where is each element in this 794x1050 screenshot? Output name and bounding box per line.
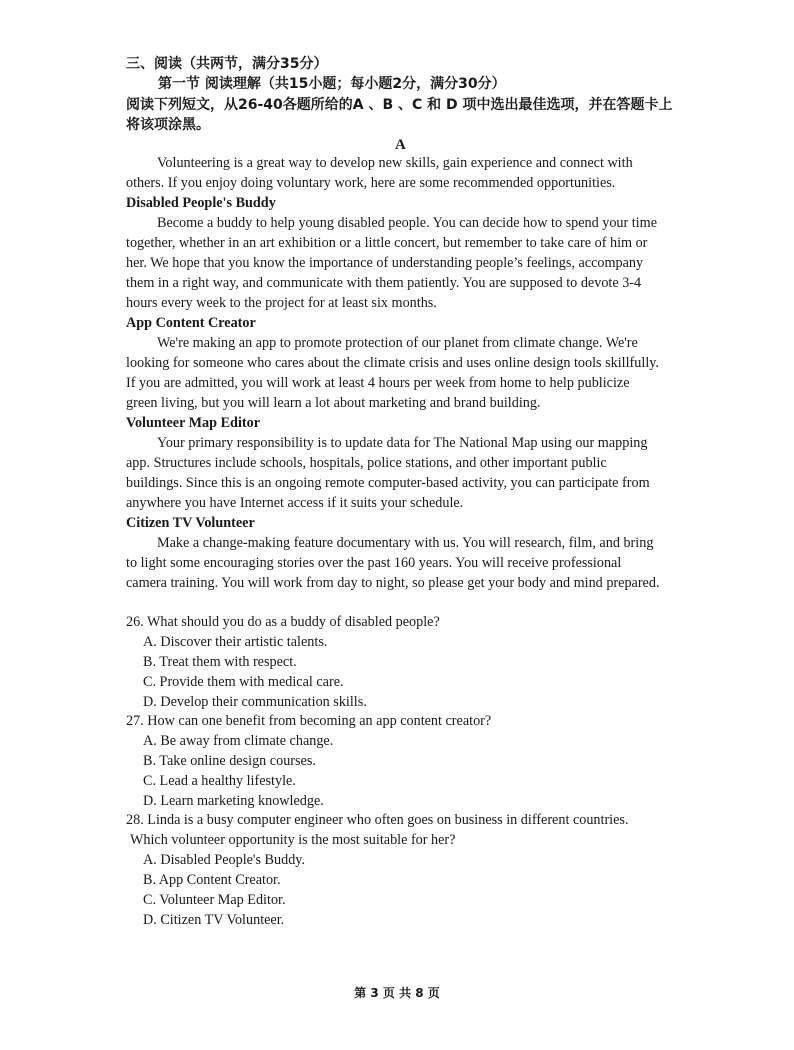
instructions-line-1: 阅读下列短文，从26-40各题所给的A 、B 、C 和 D 项中选出最佳选项，并在答题卡上	[126, 97, 673, 113]
paragraph-line: camera training. You will work from day to night, so please get your body and mind prepared.	[126, 575, 660, 591]
subsection-header: 第一节 阅读理解（共15小题；每小题2分，满分30分）	[158, 76, 506, 92]
question-26-option-a: A. Discover their artistic talents.	[143, 634, 328, 650]
question-26-stem: 26. What should you do as a buddy of disabled people?	[126, 614, 440, 630]
paragraph-line: anywhere you have Internet access if it suits your schedule.	[126, 495, 464, 511]
section-heading-disabled-buddy: Disabled People's Buddy	[126, 195, 276, 211]
paragraph-line: together, whether in an art exhibition or a little concert, but remember to take care of him or	[126, 235, 648, 251]
question-28-option-b: B. App Content Creator.	[143, 872, 281, 888]
question-26-option-b: B. Treat them with respect.	[143, 654, 297, 670]
paragraph-line: hours every week to the project for at least six months.	[126, 295, 437, 311]
question-28-stem-cont: Which volunteer opportunity is the most suitable for her?	[130, 832, 456, 848]
section-heading-tv-volunteer: Citizen TV Volunteer	[126, 515, 255, 531]
paragraph-line: to light some encouraging stories over the past 160 years. You will receive professional	[126, 555, 622, 571]
paragraph-line: If you are admitted, you will work at least 4 hours per week from home to help publicize	[126, 375, 630, 391]
intro-line: others. If you enjoy doing voluntary work, here are some recommended opportunities.	[126, 175, 616, 191]
paragraph-line: her. We hope that you know the importance of understanding people’s feelings, accompany	[126, 255, 644, 271]
question-27-option-b: B. Take online design courses.	[143, 753, 316, 769]
question-26-option-d: D. Develop their communication skills.	[143, 694, 367, 710]
question-28-option-a: A. Disabled People's Buddy.	[143, 852, 306, 868]
section-heading-app-creator: App Content Creator	[126, 315, 256, 331]
question-28-option-d: D. Citizen TV Volunteer.	[143, 912, 285, 928]
instructions-line-2: 将该项涂黑。	[126, 117, 210, 133]
paragraph-line: Your primary responsibility is to update data for The National Map using our mapping	[157, 435, 648, 451]
intro-line: Volunteering is a great way to develop new skills, gain experience and connect with	[157, 155, 633, 171]
passage-label: A	[395, 137, 406, 153]
paragraph-line: Become a buddy to help young disabled people. You can decide how to spend your time	[157, 215, 658, 231]
paragraph-line: Make a change-making feature documentary with us. You will research, film, and bring	[157, 535, 654, 551]
page-footer: 第 3 页 共 8 页	[354, 986, 440, 1000]
question-26-option-c: C. Provide them with medical care.	[143, 674, 344, 690]
paragraph-line: looking for someone who cares about the climate crisis and uses online design tools skillfully.	[126, 355, 659, 371]
question-27-option-d: D. Learn marketing knowledge.	[143, 793, 324, 809]
paragraph-line: buildings. Since this is an ongoing remote computer-based activity, you can participate from	[126, 475, 650, 491]
question-28-option-c: C. Volunteer Map Editor.	[143, 892, 286, 908]
section-heading-map-editor: Volunteer Map Editor	[126, 415, 260, 431]
section-header: 三、阅读（共两节，满分35分）	[126, 56, 328, 72]
paragraph-line: We're making an app to promote protection of our planet from climate change. We're	[157, 335, 638, 351]
question-27-stem: 27. How can one benefit from becoming an app content creator?	[126, 713, 492, 729]
paragraph-line: app. Structures include schools, hospitals, police stations, and other important public	[126, 455, 607, 471]
question-27-option-c: C. Lead a healthy lifestyle.	[143, 773, 296, 789]
question-28-stem: 28. Linda is a busy computer engineer who often goes on business in different countries.	[126, 812, 629, 828]
paragraph-line: green living, but you will learn a lot about marketing and brand building.	[126, 395, 541, 411]
paragraph-line: them in a right way, and communicate with them patiently. You are supposed to devote 3-4	[126, 275, 642, 291]
question-27-option-a: A. Be away from climate change.	[143, 733, 334, 749]
